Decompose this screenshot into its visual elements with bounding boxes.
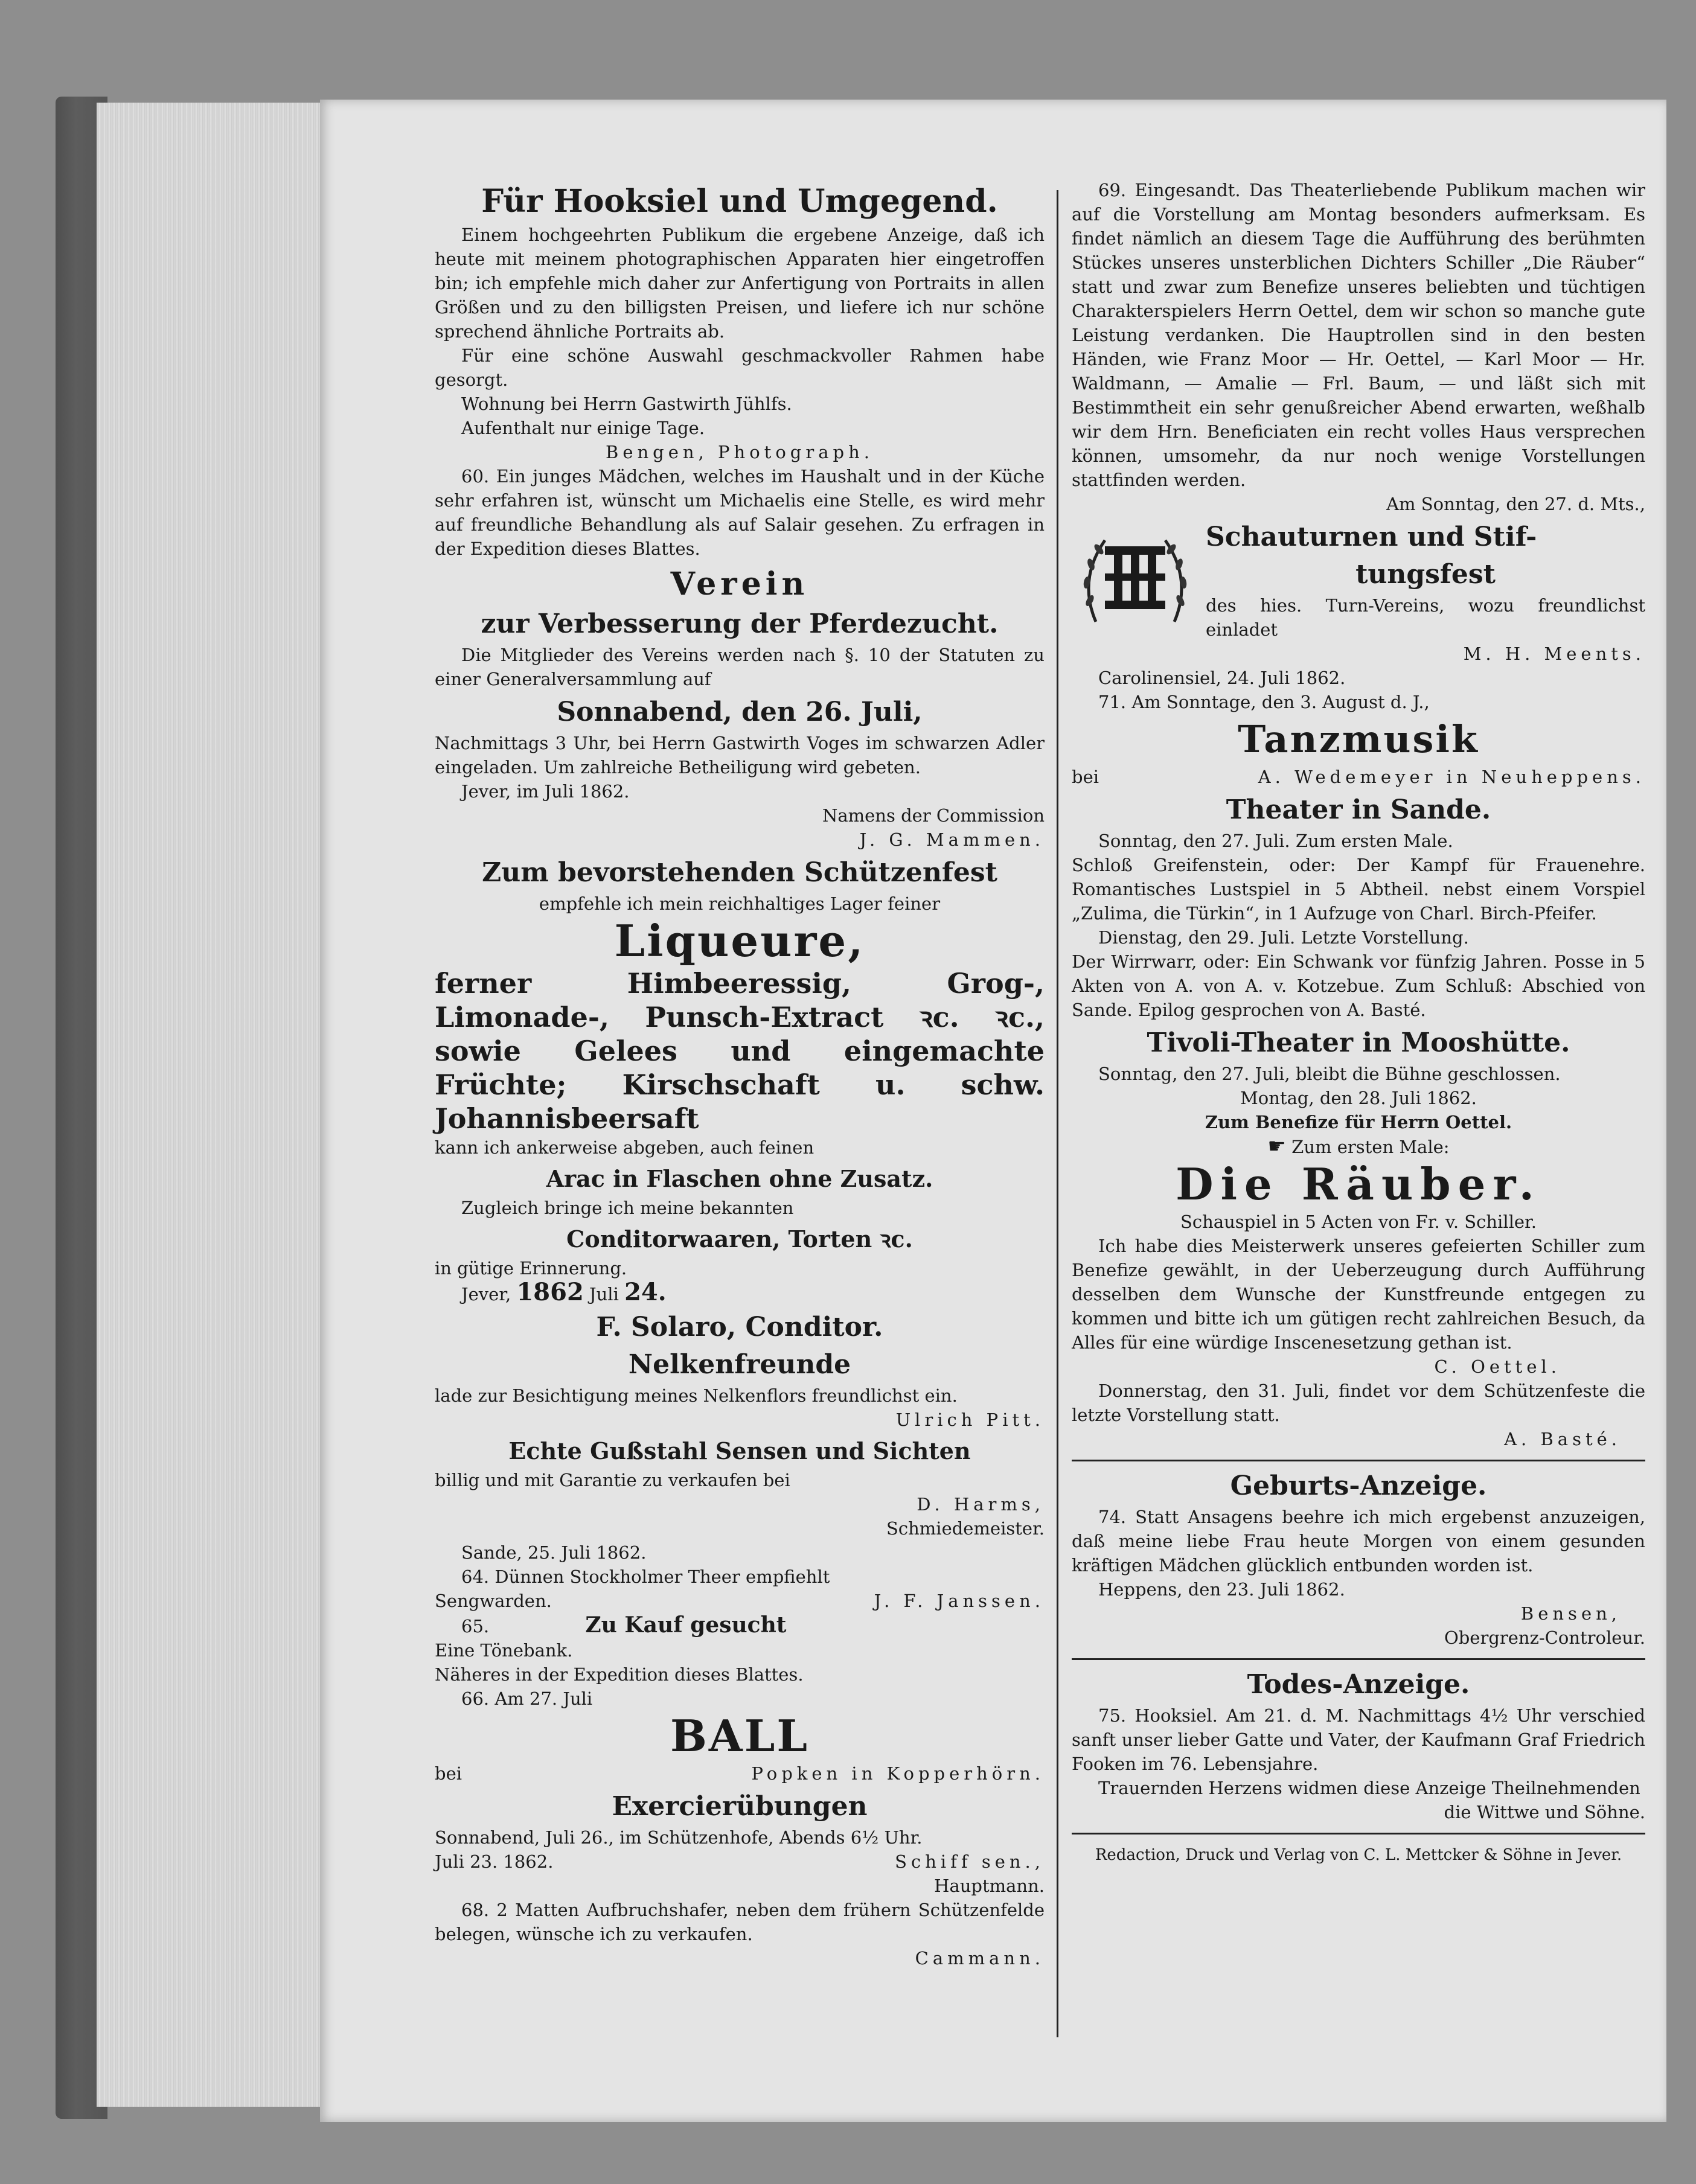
- ad-signature: Bensen,: [1520, 1603, 1621, 1624]
- ad-text: Aufenthalt nur einige Tage.: [461, 418, 705, 438]
- newspaper-page: [320, 100, 1666, 2122]
- ad-date-line: [435, 1280, 1045, 1306]
- pointing-hand-icon: ☛: [1267, 1134, 1286, 1158]
- ad-signature: J. G. Mammen.: [859, 829, 1045, 850]
- turnverein-emblem-icon: [1072, 516, 1198, 643]
- imprint-footer: Redaction, Druck und Verlag von C. L. Mettcker & Söhne in Jever.: [1095, 1846, 1622, 1864]
- ad-64: [435, 1565, 1045, 1613]
- ad-text: Für eine schöne Auswahl geschmackvoller Rahmen habe gesorgt.: [435, 345, 1045, 390]
- ad-signature: die Wittwe und Söhne.: [1444, 1802, 1645, 1822]
- ad-text: Trauernden Herzens widmen diese Anzeige Theilnehmenden: [1098, 1778, 1640, 1798]
- ad-signature: Schmiedemeister.: [886, 1518, 1045, 1539]
- ad-text: in gütige Erinnerung.: [435, 1258, 627, 1279]
- right-column: [1072, 178, 1645, 1867]
- ad-text: Donnerstag, den 31. Juli, findet vor dem Schützenfeste die letzte Vorstellung statt.: [1072, 1381, 1645, 1425]
- ad-text: des hies. Turn-Vereins, wozu freundlichst einladet: [1206, 595, 1645, 640]
- ad-geburts: [1072, 1470, 1645, 1650]
- ad-title: tungsfest: [1355, 559, 1496, 590]
- ad-text: Schauspiel in 5 Acten von Fr. v. Schiller.: [1180, 1212, 1537, 1232]
- ad-venue: A. Wedemeyer in Neuheppens.: [1258, 767, 1645, 787]
- ad-sensen: [435, 1437, 1045, 1565]
- ad-title: Geburts-Anzeige.: [1230, 1470, 1487, 1501]
- ad-title: Verein: [670, 566, 809, 602]
- ad-text: Wohnung bei Herrn Gastwirth Jühlfs.: [461, 394, 792, 414]
- ad-raeuber-heading: Die Räuber.: [1176, 1158, 1541, 1210]
- ad-turnen-body: [1072, 516, 1645, 666]
- ad-text: 75. Hooksiel. Am 21. d. M. Nachmittags 4½ Uhr verschied sanft unser lieber Gatte und Vater, der Kaufmann Graf Friedrich Fooken im 76. Lebensjahre.: [1072, 1705, 1645, 1774]
- ad-signature: J. F. Janssen.: [874, 1591, 1045, 1611]
- ad-text: 64. Dünnen Stockholmer Theer empfiehlt: [461, 1566, 830, 1587]
- ad-text: 71. Am Sonntage, den 3. August d. J.,: [1098, 692, 1430, 712]
- ad-date: Juli 23. 1862.: [435, 1851, 554, 1872]
- ad-title: Zum bevorstehenden Schützenfest: [482, 857, 997, 888]
- ad-title: Theater in Sande.: [1226, 794, 1491, 825]
- ad-68: [435, 1898, 1045, 1970]
- ad-product-list: ferner Himbeeressig, Grog-, Limonade-, Punsch-Extract ꝛc. ꝛc., sowie Gelees und eingemachte Früchte; Kirschschaft u. schw. Johannisbeersaft: [435, 967, 1045, 1135]
- ad-signature: A. Basté.: [1504, 1429, 1621, 1449]
- ad-text: 66. Am 27. Juli: [461, 1688, 593, 1709]
- ad-title: Todes-Anzeige.: [1247, 1669, 1470, 1700]
- ad-venue: Popken in Kopperhörn.: [751, 1763, 1045, 1784]
- ad-text: Eine Tönebank.: [435, 1640, 573, 1661]
- ad-liqueure-heading: Liqueure,: [614, 915, 865, 966]
- ad-title: Zu Kauf gesucht: [585, 1612, 787, 1638]
- ad-text: Montag, den 28. Juli 1862.: [1240, 1088, 1477, 1108]
- ad-signature-line: [435, 1589, 1045, 1613]
- column-divider: [1057, 190, 1058, 2037]
- ad-text: kann ich ankerweise abgeben, auch feinen: [435, 1137, 814, 1158]
- section-rule: [1072, 1460, 1645, 1461]
- ad-number: 65.: [461, 1616, 490, 1636]
- ad-signature: Schiff sen.,: [895, 1851, 1045, 1872]
- ad-heading-line: [435, 1613, 1045, 1638]
- ad-text: 68. 2 Matten Aufbruchshafer, neben dem frühern Schützenfelde belegen, wünsche ich zu verkaufen.: [435, 1900, 1045, 1944]
- ad-text: Sonnabend, Juli 26., im Schützenhofe, Abends 6½ Uhr.: [435, 1827, 923, 1848]
- ad-ball-heading: BALL: [670, 1710, 809, 1761]
- ad-exercier: [435, 1790, 1045, 1898]
- ad-text: Der Wirrwarr, oder: Ein Schwank vor fünfzig Jahren. Posse in 5 Akten von A. von A. v. Kotzebue. Zum Schluß: Abschied von Sande. Epilog gesprochen von A. Basté.: [1072, 951, 1645, 1020]
- ad-bei: bei: [1072, 767, 1099, 787]
- ad-text: Zugleich bringe ich meine bekannten: [461, 1198, 794, 1218]
- ad-text: 74. Statt Ansagens beehre ich mich ergebenst anzuzeigen, daß meine liebe Frau heute Morgen von einem gesunden kräftigen Mädchen glücklich entbunden worden ist.: [1072, 1507, 1645, 1576]
- ad-66: [435, 1687, 1045, 1786]
- ad-tanzmusik-heading: Tanzmusik: [1238, 717, 1479, 761]
- ad-venue-line: [435, 1761, 1045, 1786]
- ad-schuetzenfest: [435, 857, 1045, 1344]
- ad-todes: [1072, 1668, 1645, 1824]
- ad-text: billig und mit Garantie zu verkaufen bei: [435, 1470, 790, 1490]
- ad-subheading: Conditorwaaren, Torten ꝛc.: [566, 1225, 913, 1253]
- section-rule: [1072, 1833, 1645, 1834]
- ad-place-date: Heppens, den 23. Juli 1862.: [1098, 1579, 1345, 1600]
- ad-title: Nelkenfreunde: [628, 1349, 851, 1380]
- ad-title: Exercierübungen: [612, 1791, 868, 1822]
- ad-turnen: [1072, 492, 1645, 690]
- ad-hooksiel: [435, 183, 1045, 464]
- ad-text: Dienstag, den 29. Juli. Letzte Vorstellung.: [1098, 927, 1469, 948]
- ad-signature: Hauptmann.: [934, 1876, 1045, 1896]
- ad-65: [435, 1613, 1045, 1687]
- ad-text: Am Sonntag, den 27. d. Mts.,: [1386, 494, 1645, 514]
- ad-title: Echte Gußstahl Sensen und Sichten: [508, 1437, 971, 1464]
- ad-71: [1072, 690, 1645, 789]
- ad-theater-sande: [1072, 794, 1645, 1022]
- left-column: [435, 178, 1045, 1970]
- ad-signature: M. H. Meents.: [1463, 643, 1645, 664]
- ad-text: Ich habe dies Meisterwerk unseres gefeierten Schiller zum Benefize gewählt, in der Ueberzeugung durch Aufführung desselben dem Wunsche der Kunstfreunde entgegen zu kommen und bitte ich um gütigen recht zahlreichen Besuch, da Alles für eine würdige Inscenesetzung gethan ist.: [1072, 1236, 1645, 1353]
- ad-text: empfehle ich mein reichhaltiges Lager feiner: [539, 893, 941, 914]
- date-place: Jever,: [461, 1284, 511, 1304]
- ad-title: Schauturnen und Stif-: [1206, 522, 1537, 552]
- ad-text: Die Mitglieder des Vereins werden nach §. 10 der Statuten zu einer Generalversammlung auf: [435, 645, 1045, 689]
- ad-title: Für Hooksiel und Umgegend.: [481, 183, 998, 220]
- ad-date-heading: Sonnabend, den 26. Juli,: [557, 697, 923, 727]
- ad-title: Tivoli-Theater in Mooshütte.: [1147, 1027, 1570, 1058]
- ad-60: 60. Ein junges Mädchen, welches im Haushalt und in der Küche sehr erfahren ist, wünscht um Michaelis eine Stelle, es wird mehr auf freundliche Behandlung als auf Salair gesehen. Zu erfragen in der Expedition dieses Blattes.: [435, 466, 1045, 559]
- ad-signature: Ulrich Pitt.: [895, 1410, 1045, 1430]
- ad-place: Sengwarden.: [435, 1591, 552, 1611]
- ad-turnen-text: [1206, 516, 1645, 666]
- ad-text: Sonntag, den 27. Juli. Zum ersten Male.: [1098, 831, 1453, 851]
- ad-signature: Namens der Commission: [822, 805, 1045, 826]
- ad-text: lade zur Besichtigung meines Nelkenflors freundlichst ein.: [435, 1385, 958, 1406]
- ad-69: 69. Eingesandt. Das Theaterliebende Publikum machen wir auf die Vorstellung am Montag besonders aufmerksam. Es findet nämlich an diesem Tage die Aufführung des berühmten Stückes unseres unsterblichen Dichters Schiller „Die Räuber“ statt und zwar zum Benefize unseres beliebten und tüchtigen Charakterspielers Herrn Oettel, dem wir schon so manche gute Leistung verdanken. Die Hauptrollen sind in den besten Händen, wie Franz Moor — Hr. Oettel, — Karl Moor — Hr. Waldmann, — Amalie — Frl. Baum, — und läßt sich mit Bestimmtheit ein sehr genußreicher Abend erwarten, weßhalb wir dem Hrn. Beneficiaten ein recht volles Haus versprechen können, umsomehr, da nur noch wenige Vorstellungen stattfinden werden.: [1072, 180, 1645, 490]
- ad-place-date: Sande, 25. Juli 1862.: [461, 1542, 647, 1563]
- ad-subtitle: zur Verbesserung der Pferdezucht.: [481, 608, 999, 639]
- ad-subheading: Arac in Flaschen ohne Zusatz.: [546, 1165, 933, 1192]
- ad-text: Zum Benefize für Herrn Oettel.: [1205, 1112, 1512, 1132]
- page-stack-edge: [97, 103, 320, 2107]
- ad-venue-line: [1072, 765, 1645, 789]
- date-day: 24.: [624, 1278, 667, 1306]
- ad-text: Zum ersten Male:: [1291, 1137, 1450, 1157]
- ad-signature: D. Harms,: [917, 1494, 1045, 1515]
- ad-text: Nachmittags 3 Uhr, bei Herrn Gastwirth Voges im schwarzen Adler eingeladen. Um zahlreiche Betheiligung wird gebeten.: [435, 733, 1045, 777]
- ad-signature-line: [435, 1850, 1045, 1874]
- ad-signature: Cammann.: [915, 1948, 1045, 1968]
- ad-text: Einem hochgeehrten Publikum die ergebene Anzeige, daß ich heute mit meinem photographischen Apparaten hier eingetroffen bin; ich empfehle mich daher zur Anfertigung von Portraits in allen Größen und zu den billigsten Preisen, und liefere ich nur schöne sprechend ähnliche Portraits ab.: [435, 225, 1045, 342]
- ad-tivoli: [1072, 1027, 1645, 1451]
- date-year: 1862: [516, 1278, 584, 1306]
- date-month: Juli: [589, 1284, 619, 1304]
- ad-signature: Obergrenz-Controleur.: [1444, 1627, 1645, 1648]
- ad-text-line: [1072, 1134, 1645, 1159]
- ad-place-date: Carolinensiel, 24. Juli 1862.: [1098, 668, 1346, 688]
- section-rule: [1072, 1658, 1645, 1660]
- ad-nelken: [435, 1349, 1045, 1432]
- ad-signature: C. Oettel.: [1434, 1356, 1561, 1377]
- ad-verein: [435, 566, 1045, 852]
- ad-place-date: Jever, im Juli 1862.: [461, 781, 630, 802]
- ad-signature: F. Solaro, Conditor.: [596, 1312, 883, 1343]
- ad-text: Sonntag, den 27. Juli, bleibt die Bühne geschlossen.: [1098, 1064, 1561, 1084]
- ad-signature: Bengen, Photograph.: [606, 442, 874, 462]
- ad-text: Näheres in der Expedition dieses Blattes.: [435, 1664, 804, 1685]
- ad-text: Schloß Greifenstein, oder: Der Kampf für Frauenehre. Romantisches Lustspiel in 5 Abtheil. nebst einem Vorspiel „Zulima, die Türkin“, in 1 Aufzuge von Charl. Birch-Pfeifer.: [1072, 855, 1645, 924]
- ad-bei: bei: [435, 1763, 462, 1784]
